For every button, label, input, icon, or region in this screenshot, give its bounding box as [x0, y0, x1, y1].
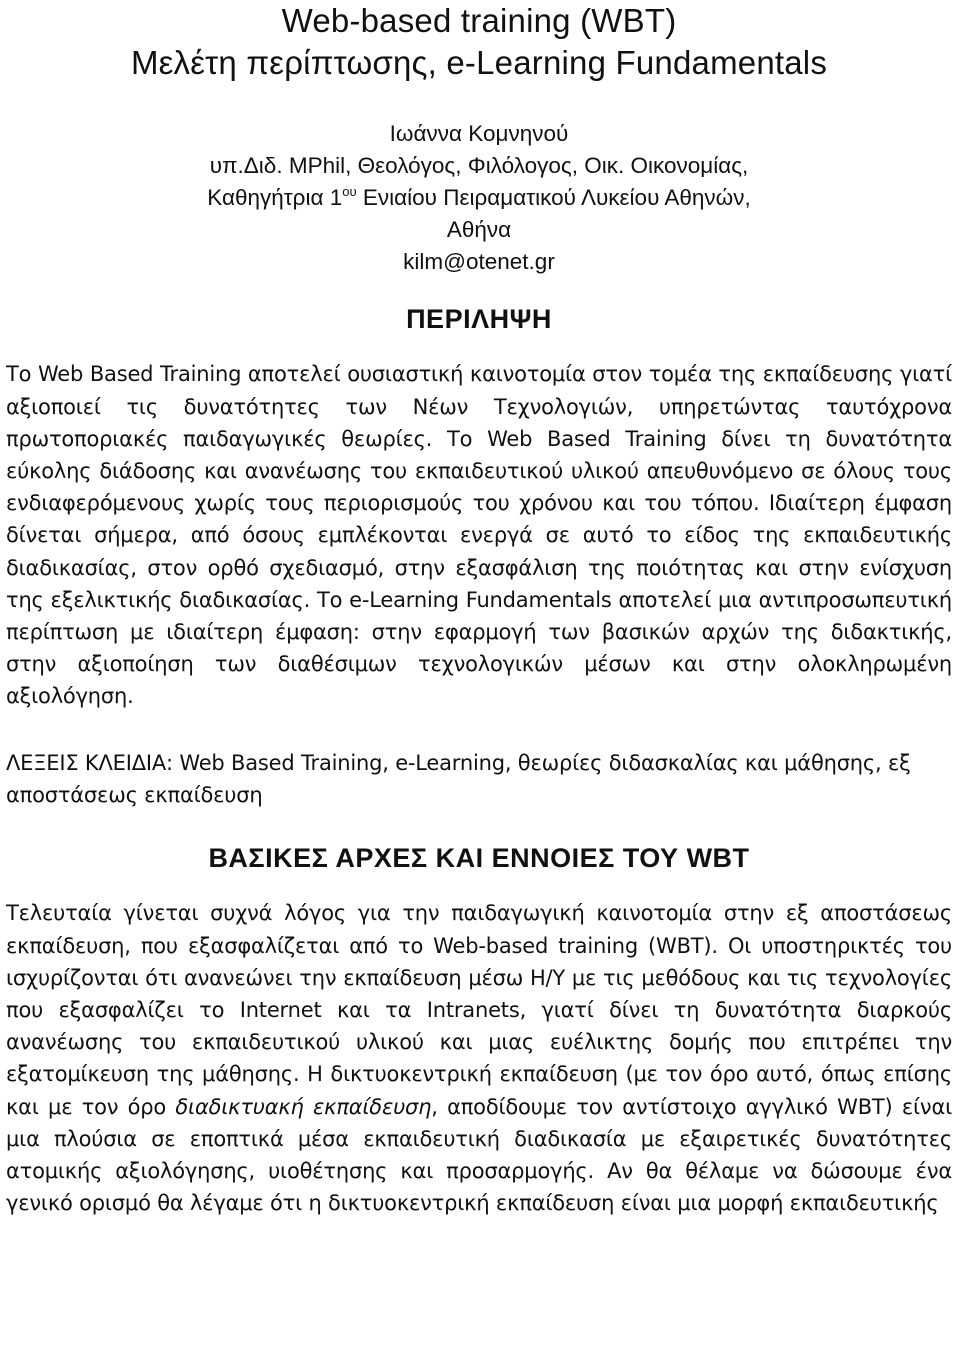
author-info	[6, 118, 952, 278]
basics-text-part-2: , αποδίδουμε τον αντίστοιχο αγγλικό WBT) είναι μια πλούσια σε εποπτικά μέσα εκπαιδευτική διαδικασία με εξαιρετικές δυνατότητες ατομικής αξιολόγησης, υιοθέτησης και προσαρμογής. Αν θα θέλαμε να δώσουμε ένα γενικό ορισμό θα λέγαμε ότι η δικτυοκεντρική εκπαίδευση είναι μια μορφή εκπαιδευτικής	[6, 1094, 952, 1216]
basics-text-part-1: Τελευταία γίνεται συχνά λόγος για την παιδαγωγική καινοτομία στην εξ αποστάσεως εκπαίδευση, που εξασφαλίζεται από το Web-based training (WBT). Οι υποστηρικτές του ισχυρίζονται ότι ανανεώνει την εκπαίδευση μέσω Η/Υ με τις μεθόδους και τις τεχνολογίες που εξασφαλίζει το Internet και τα Intranets, γιατί δίνει τη δυνατότητα διαρκούς ανανέωσης του εκπαιδευτικού υλικού και μιας ευέλικτης δομής που επιτρέπει την εξατομίκευση της μάθησης. Η δικτυοκεντρική εκπαίδευση (με τον όρο αυτό, όπως επίσης και με τον όρο	[6, 901, 952, 1119]
author-email: kilm@otenet.gr	[403, 249, 555, 274]
author-position-prefix: Καθηγήτρια 1	[207, 185, 343, 210]
basics-text	[6, 897, 952, 1219]
abstract-text: Το Web Based Training αποτελεί ουσιαστική καινοτομία στον τομέα της εκπαίδευσης γιατί αξιοποιεί τις δυνατότητες των Νέων Τεχνολογιών, υπηρετώντας ταυτόχρονα πρωτοποριακές παιδαγωγικές θεωρίες. Το Web Based Training δίνει τη δυνατότητα εύκολης διάδοσης και ανανέωσης του εκπαιδευτικού υλικού απευθυνόμενο σε όλους τους ενδιαφερόμενους χωρίς τους περιορισμούς του χρόνου και του τόπου. Ιδιαίτερη έμφαση δίνεται σήμερα, από όσους εμπλέκονται ενεργά σε αυτό το είδος της εκπαιδευτικής διαδικασίας, στον ορθό σχεδιασμό, στην εξασφάλιση της ποιότητας και στην ενίσχυση της εξελικτικής διαδικασίας. Το e-Learning Fundamentals αποτελεί μια αντιπροσωπευτική περίπτωση με ιδιαίτερη έμφαση: στην εφαρμογή των βασικών αρχών της διδακτικής, στην αξιοποίηση των διαθέσιμων τεχνολογικών μέσων και στην ολοκληρωμένη αξιολόγηση.	[6, 362, 952, 709]
author-position	[6, 182, 952, 214]
title-line-1: Web-based training (WBT)	[281, 2, 677, 39]
basics-italic-term: διαδικτυακή εκπαίδευση	[175, 1094, 432, 1119]
author-credentials: υπ.Διδ. MPhil, Θεολόγος, Φιλόλογος, Οικ. Οικονομίας,	[209, 153, 749, 178]
author-position-suffix: Ενιαίου Πειραματικού Λυκείου Αθηνών,	[356, 185, 751, 210]
paper-title	[6, 0, 952, 84]
basics-heading: ΒΑΣΙΚΕΣ ΑΡΧΕΣ ΚΑΙ ΕΝΝΟΙΕΣ ΤΟΥ WBT	[208, 843, 750, 874]
abstract-heading: ΠΕΡΙΛΗΨΗ	[406, 304, 552, 334]
author-name: Ιωάννα Κομνηνού	[389, 121, 569, 146]
author-city: Αθήνα	[446, 217, 512, 242]
keywords: ΛΕΞΕΙΣ ΚΛΕΙΔΙΑ: Web Based Training, e-Learning, θεωρίες διδασκαλίας και μάθησης, εξ αποστάσεως εκπαίδευση	[6, 750, 911, 807]
author-position-ordinal: ου	[342, 184, 357, 199]
title-line-2: Μελέτη περίπτωσης, e-Learning Fundamentals	[130, 44, 828, 81]
